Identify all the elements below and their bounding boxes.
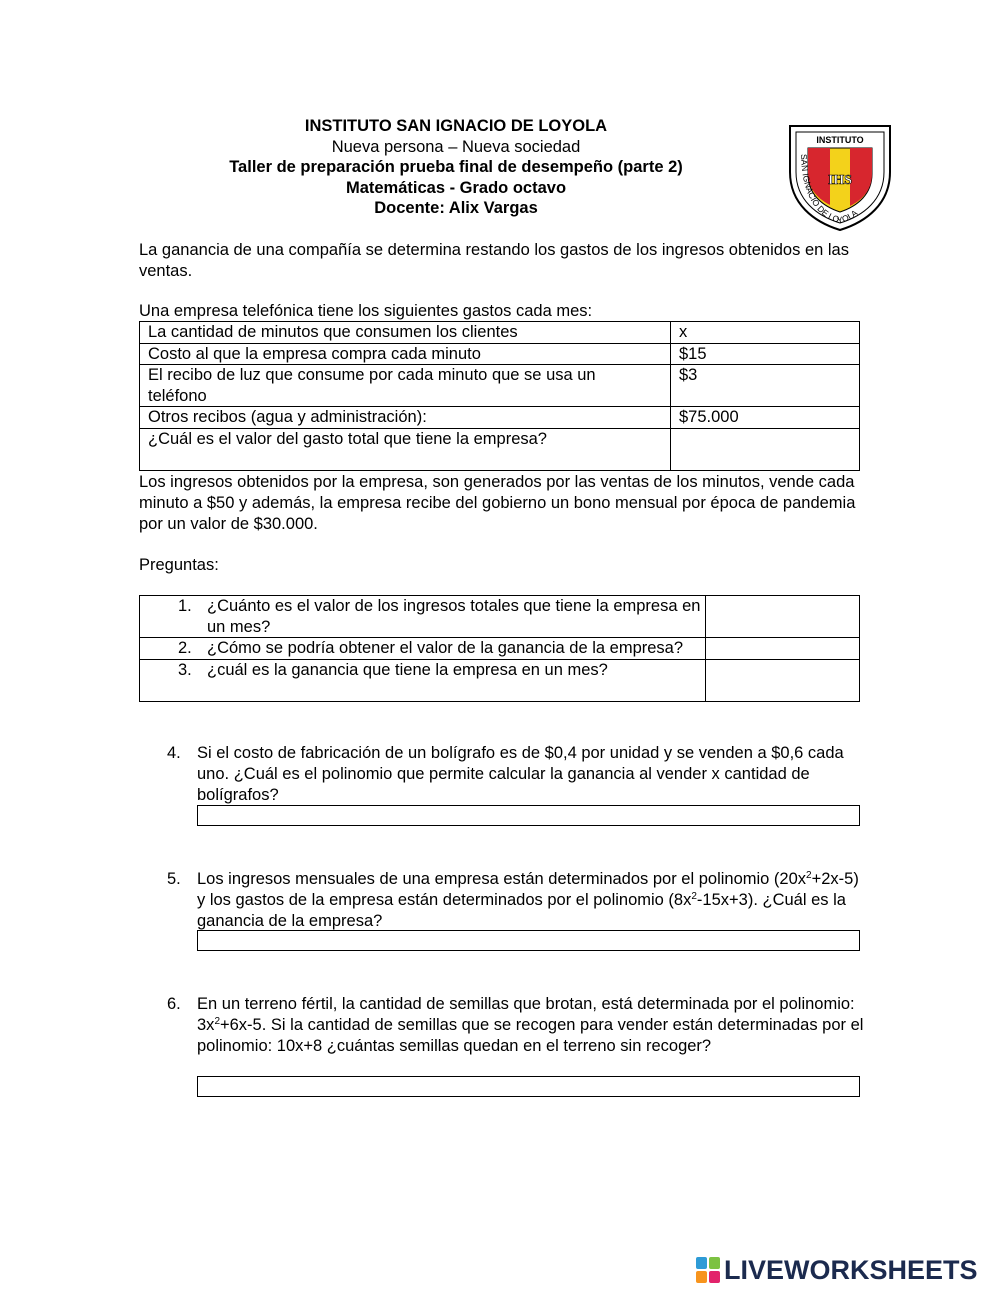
q6-answer-input[interactable]	[197, 1076, 860, 1097]
question-text: Si el costo de fabricación de un bolígrafo es de $0,4 por unidad y se venden a $0,6 cada uno. ¿Cuál es el polinomio que permite calcular la ganancia al vender x cantidad de bolígrafos?	[197, 744, 844, 804]
expense-label: La cantidad de minutos que consumen los clientes	[140, 322, 671, 344]
expense-label: ¿Cuál es el valor del gasto total que tiene la empresa?	[140, 428, 671, 470]
answer-field[interactable]	[706, 659, 860, 701]
table-row	[140, 407, 860, 429]
liveworksheets-blocks-icon	[696, 1257, 720, 1283]
subject-title: Matemáticas - Grado octavo	[345, 178, 567, 197]
expenses-intro: Una empresa telefónica tiene los siguientes gastos cada mes:	[139, 302, 593, 320]
question-text: ¿cuál es la ganancia que tiene la empresa en un mes?	[207, 660, 608, 679]
crest-top-text: INSTITUTO	[816, 135, 864, 145]
expense-label: Costo al que la empresa compra cada minuto	[140, 343, 671, 365]
total-expense-answer-field[interactable]	[671, 428, 860, 470]
question-number: 1.	[178, 597, 192, 615]
expense-value: $3	[671, 365, 860, 407]
institution-name: INSTITUTO SAN IGNACIO DE LOYOLA	[304, 117, 608, 135]
teacher-name: Docente: Alix Vargas	[374, 199, 538, 217]
expenses-table	[139, 321, 860, 471]
income-paragraph: Los ingresos obtenidos por la empresa, son generados por las ventas de los minutos, vende cada minuto a $50 y además, la empresa recibe del gobierno un bono mensual por época de pandemia por un valor de $30.000.	[139, 473, 856, 533]
q5-answer-input[interactable]	[197, 930, 860, 951]
crest-arc-text: SAN IGNACIO DE LOYOLA	[798, 153, 860, 226]
question-number: 6.	[167, 995, 181, 1013]
liveworksheets-logo	[696, 1256, 978, 1284]
question-text: Los ingresos mensuales de una empresa están determinados por el polinomio $(20x^2+2x-5)$ y los gastos de la empresa están determinados por el polinomio $(8x^2-15x+3)$. ¿Cuál es la ganancia de la empresa?	[197, 870, 859, 930]
workshop-title: Taller de preparación prueba final de desempeño (parte 2)	[229, 158, 683, 176]
question-text: ¿Cómo se podría obtener el valor de la ganancia de la empresa?	[207, 639, 684, 657]
table-row	[140, 659, 860, 701]
question-number: 3.	[178, 660, 192, 679]
expense-value: x	[671, 322, 860, 344]
question-number: 4.	[167, 744, 181, 762]
crest-monogram: IHS	[827, 173, 853, 188]
school-crest-logo	[786, 122, 894, 232]
question-text: ¿Cuánto es el valor de los ingresos totales que tiene la empresa en un mes?	[207, 597, 701, 636]
q4-answer-input[interactable]	[197, 805, 860, 826]
question-6	[167, 994, 867, 1057]
intro-paragraph: La ganancia de una compañía se determina restando los gastos de los ingresos obtenidos en las ventas.	[139, 241, 849, 280]
table-row	[140, 638, 860, 660]
questions-heading: Preguntas:	[139, 556, 219, 574]
question-cell	[140, 659, 706, 701]
table-row	[140, 365, 860, 407]
liveworksheets-brand-text: LIVEWORKSHEETS	[724, 1254, 978, 1285]
question-cell	[140, 638, 706, 660]
expense-label: El recibo de luz que consume por cada minuto que se usa un teléfono	[140, 365, 671, 407]
expense-value: $75.000	[671, 407, 860, 429]
question-5	[167, 869, 867, 932]
question-number: 2.	[178, 639, 192, 657]
motto: Nueva persona – Nueva sociedad	[331, 137, 581, 156]
question-4	[167, 743, 867, 806]
questions-table	[139, 595, 860, 702]
answer-field[interactable]	[706, 638, 860, 660]
question-text: En un terreno fértil, la cantidad de semillas que brotan, está determinada por el polinomio: $3x^2+6x-5$. Si la cantidad de semillas que se recogen para vender están determinadas por el polinomio: 10x+8 ¿cuántas semillas quedan en el terreno sin recoger?	[197, 995, 864, 1055]
table-row	[140, 428, 860, 470]
table-row	[140, 343, 860, 365]
document-header	[140, 116, 772, 219]
expense-label: Otros recibos (agua y administración):	[140, 407, 671, 429]
question-number: 5.	[167, 870, 181, 888]
table-row	[140, 322, 860, 344]
question-cell	[140, 596, 706, 638]
expense-value: $15	[671, 343, 860, 365]
table-row	[140, 596, 860, 638]
answer-field[interactable]	[706, 596, 860, 638]
